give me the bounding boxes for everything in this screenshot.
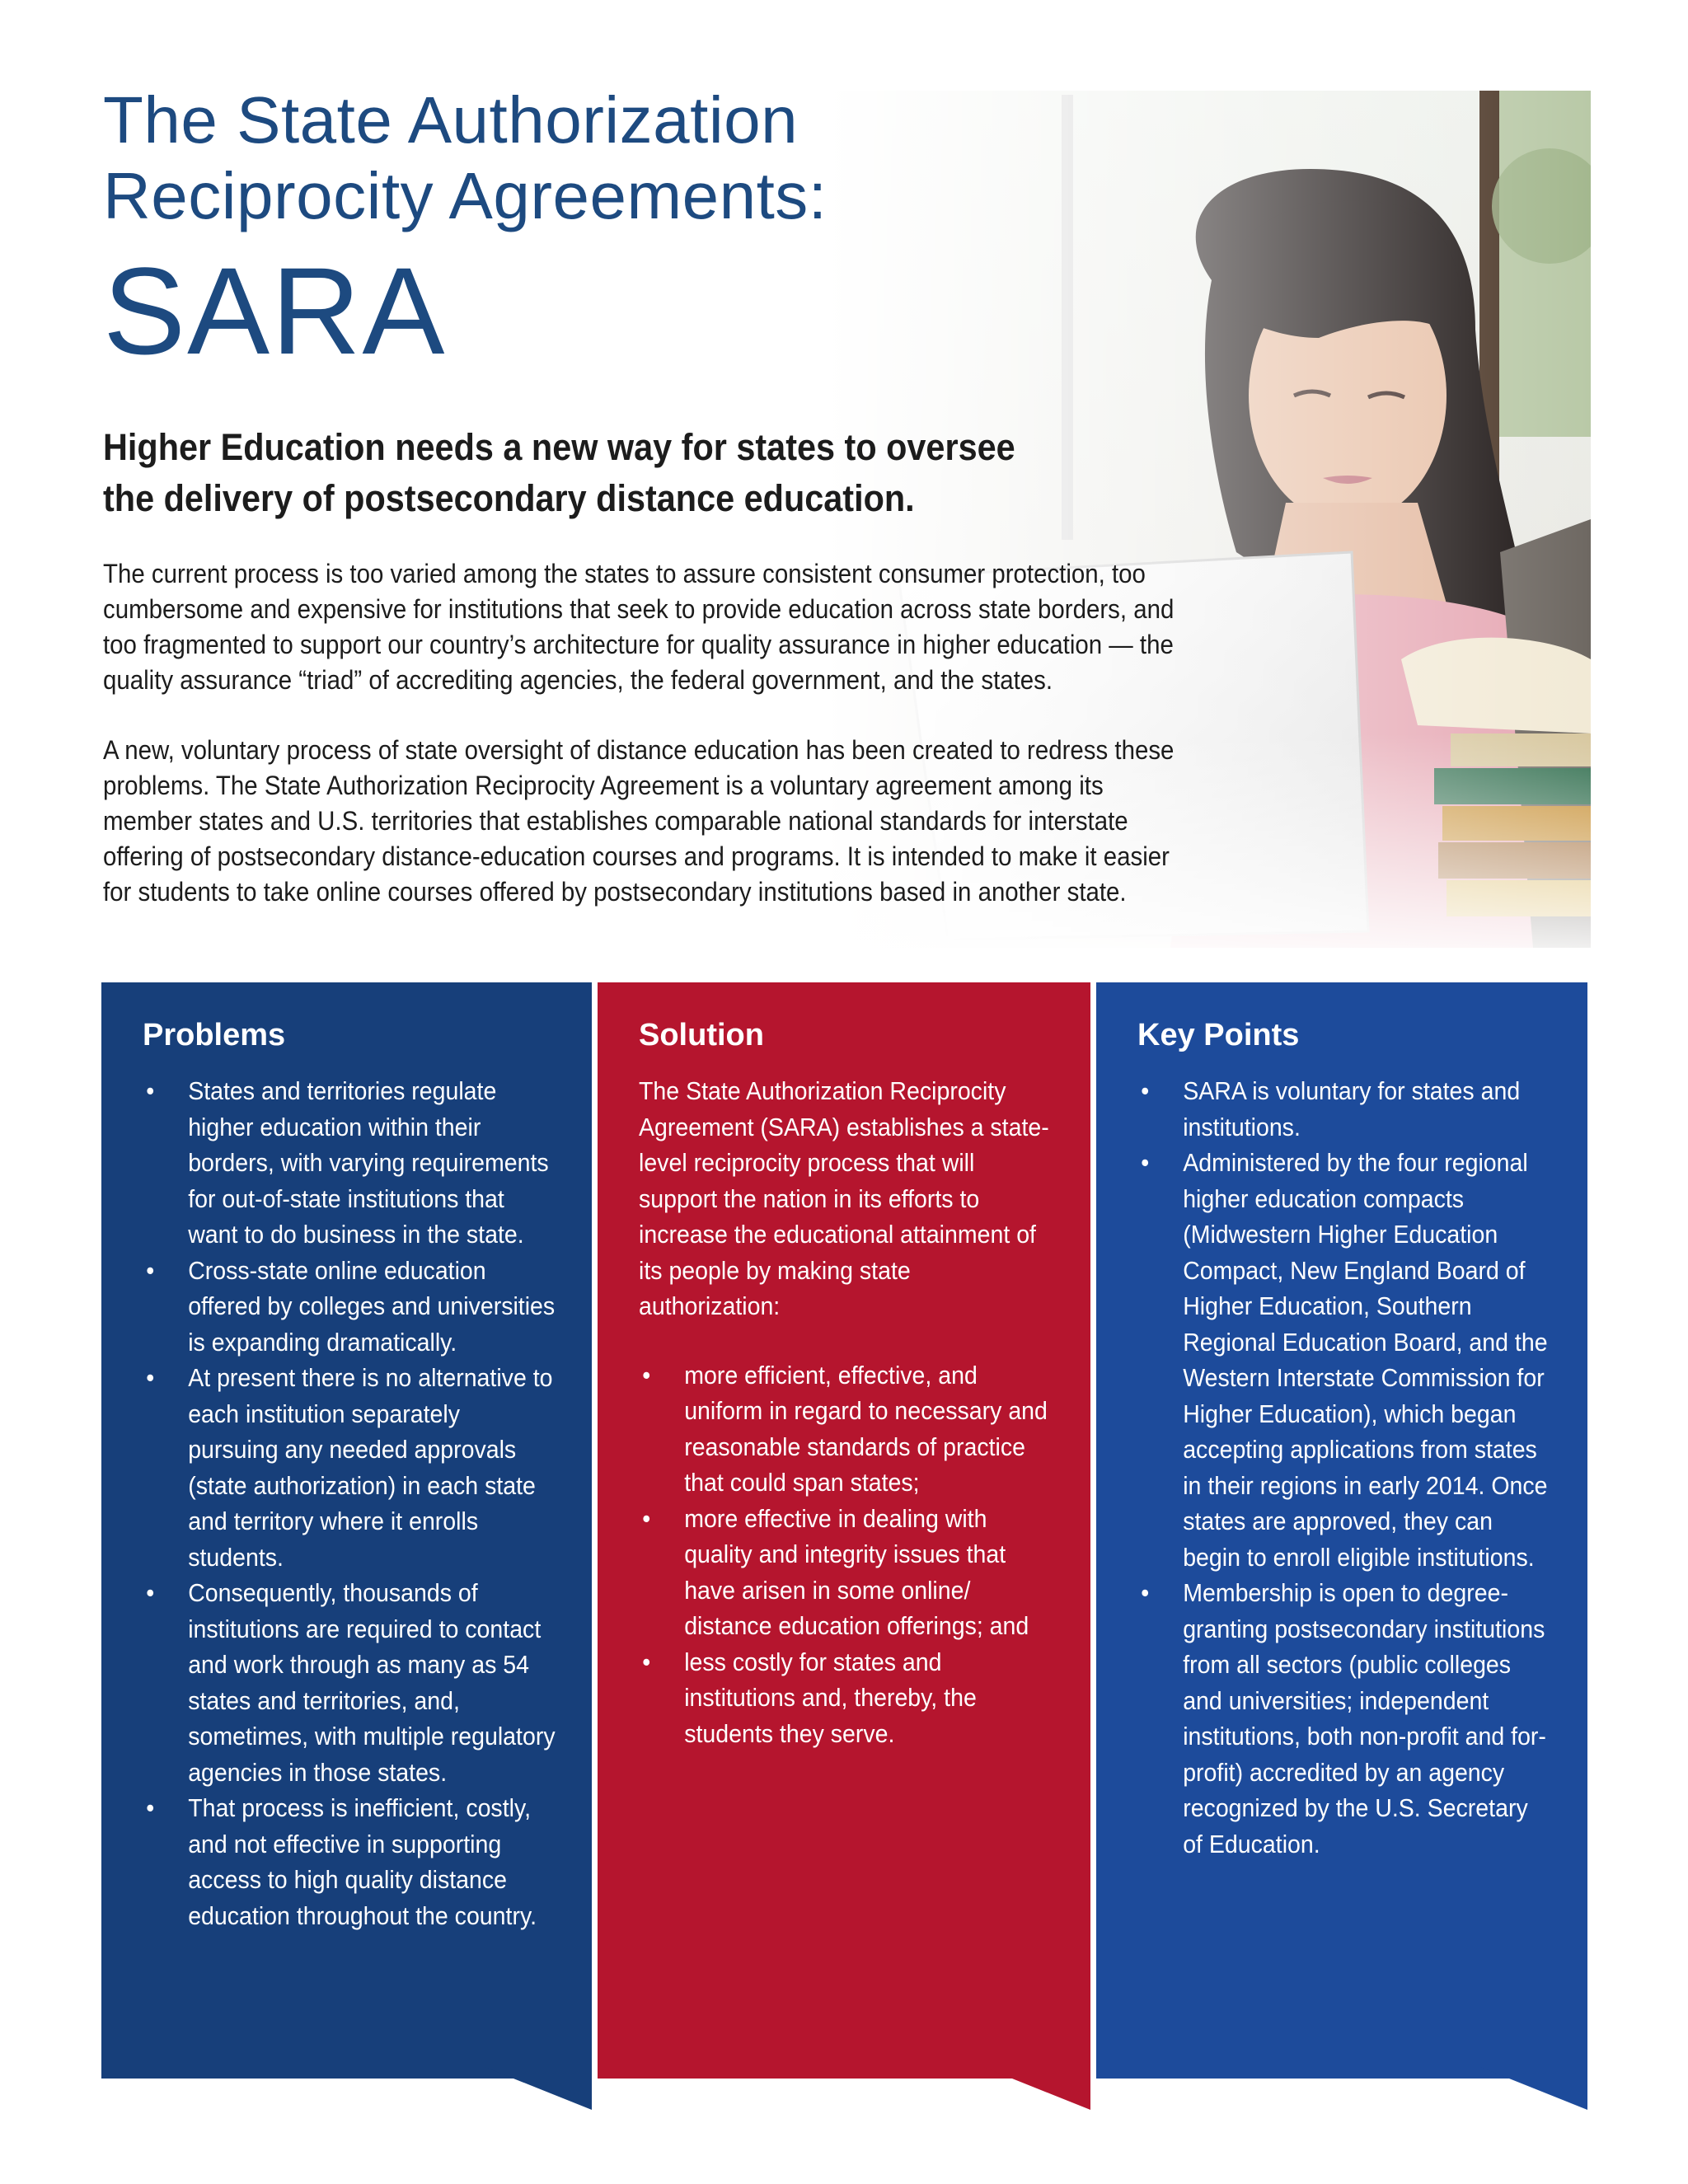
solution-intro: The State Authorization Reciprocity Agreement (SARA) establishes a state-level reciprocity process that will support the nation in its efforts to increase the educational attainment of its people by making state authorization:: [639, 1076, 1049, 1320]
panel-notch-shape: [485, 2036, 592, 2110]
title-line-1: The State Authorization: [103, 83, 799, 157]
title-line-2: Reciprocity Agreements:: [103, 159, 828, 232]
bullet-icon: •: [146, 1255, 155, 1285]
bullet-icon: •: [1141, 1148, 1150, 1177]
list-item-text: Administered by the four regional higher education compacts (Midwestern Higher Education Compact, New England Board of Higher Education, Southern Regional Education Board, and the Western Interstate Commission for Higher Education), which began accepting applications from states in their regions in early 2014. Once states are approved, they can begin to enroll eligible institutions.: [1183, 1148, 1548, 1572]
list-item: [143, 1360, 556, 1575]
list-item-text: Membership is open to degree-granting postsecondary institutions from all sectors (public colleges and universities; independent institutions, both non-profit and for-profit) accredited by an agency recognized by the U.S. Secretary of Education.: [1183, 1578, 1546, 1858]
subheading-line-1: Higher Education needs a new way for states to oversee: [103, 426, 1015, 468]
bullet-icon: •: [642, 1360, 651, 1390]
list-item: [143, 1790, 556, 1933]
intro-paragraph: The current process is too varied among the states to assure consistent consumer protection, too cumbersome and expensive for institutions that seek to provide education across state borders, and too fragmented to support our country’s architecture for quality assurance in higher education — the quality assurance “triad” of accrediting agencies, the federal government, and the states.: [103, 559, 1175, 695]
solution-list: [639, 1357, 1055, 1752]
list-item-text: That process is inefficient, costly, and not effective in supporting access to high quality distance education throughout the country.: [188, 1793, 537, 1930]
list-item-text: SARA is voluntary for states and institutions.: [1183, 1076, 1521, 1141]
bullet-icon: •: [642, 1503, 651, 1533]
list-item: [1137, 1073, 1552, 1145]
list-item-text: Consequently, thousands of institutions are required to contact and work through as many as 54 states and territories, and, sometimes, with multiple regulatory agencies in those states.: [188, 1578, 556, 1787]
intro-text: [103, 556, 1179, 944]
list-item: [639, 1357, 1055, 1501]
bullet-icon: •: [1141, 1578, 1150, 1607]
bullet-icon: •: [1141, 1076, 1150, 1105]
subheading: [103, 422, 1051, 524]
list-item: [143, 1073, 556, 1253]
list-item: [639, 1644, 1055, 1752]
bullet-icon: •: [146, 1076, 155, 1105]
list-item: [1137, 1145, 1552, 1575]
panel-notch-shape: [1480, 2036, 1587, 2110]
list-item-text: Cross-state online education offered by colleges and universities is expanding dramatically.: [188, 1255, 556, 1357]
solution-heading: Solution: [639, 1018, 764, 1052]
problems-list: [143, 1073, 556, 1933]
bullet-icon: •: [146, 1363, 155, 1392]
intro-paragraph: A new, voluntary process of state oversight of distance education has been created to redress these problems. The State Authorization Reciprocity Agreement is a voluntary agreement among its member states and U.S. territories that establishes comparable national standards for interstate offering of postsecondary distance-education courses and programs. It is intended to make it easier for students to take online courses offered by postsecondary institutions based in another state.: [103, 735, 1175, 907]
solution-panel: [598, 982, 1090, 2079]
list-item-text: At present there is no alternative to each institution separately pursuing any needed approvals (state authorization) in each state and territory where it enrolls students.: [188, 1363, 553, 1572]
panel-notch-shape: [983, 2036, 1090, 2110]
list-item: [143, 1575, 556, 1790]
bullet-icon: •: [642, 1647, 651, 1676]
list-item: [1137, 1575, 1552, 1862]
problems-heading: Problems: [143, 1018, 286, 1052]
key-points-panel: [1096, 982, 1587, 2079]
key-points-heading: Key Points: [1137, 1018, 1300, 1052]
subheading-line-2: the delivery of postsecondary distance education.: [103, 477, 915, 519]
list-item-text: more efficient, effective, and uniform in regard to necessary and reasonable standards of practice that could span states;: [684, 1360, 1048, 1497]
list-item-text: States and territories regulate higher education within their borders, with varying requirements for out-of-state institutions that want to do business in the state.: [188, 1076, 549, 1249]
list-item-text: more effective in dealing with quality and integrity issues that have arisen in some online/ distance education offerings; and: [684, 1503, 1029, 1640]
bullet-icon: •: [146, 1793, 155, 1822]
title-acronym: SARA: [103, 241, 447, 380]
key-points-list: [1137, 1073, 1552, 1862]
list-item-text: less costly for states and institutions and, thereby, the students they serve.: [684, 1647, 977, 1748]
list-item: [143, 1253, 556, 1361]
page-title: [103, 82, 828, 381]
problems-panel: [101, 982, 592, 2079]
bullet-icon: •: [146, 1578, 155, 1607]
list-item: [639, 1501, 1055, 1644]
